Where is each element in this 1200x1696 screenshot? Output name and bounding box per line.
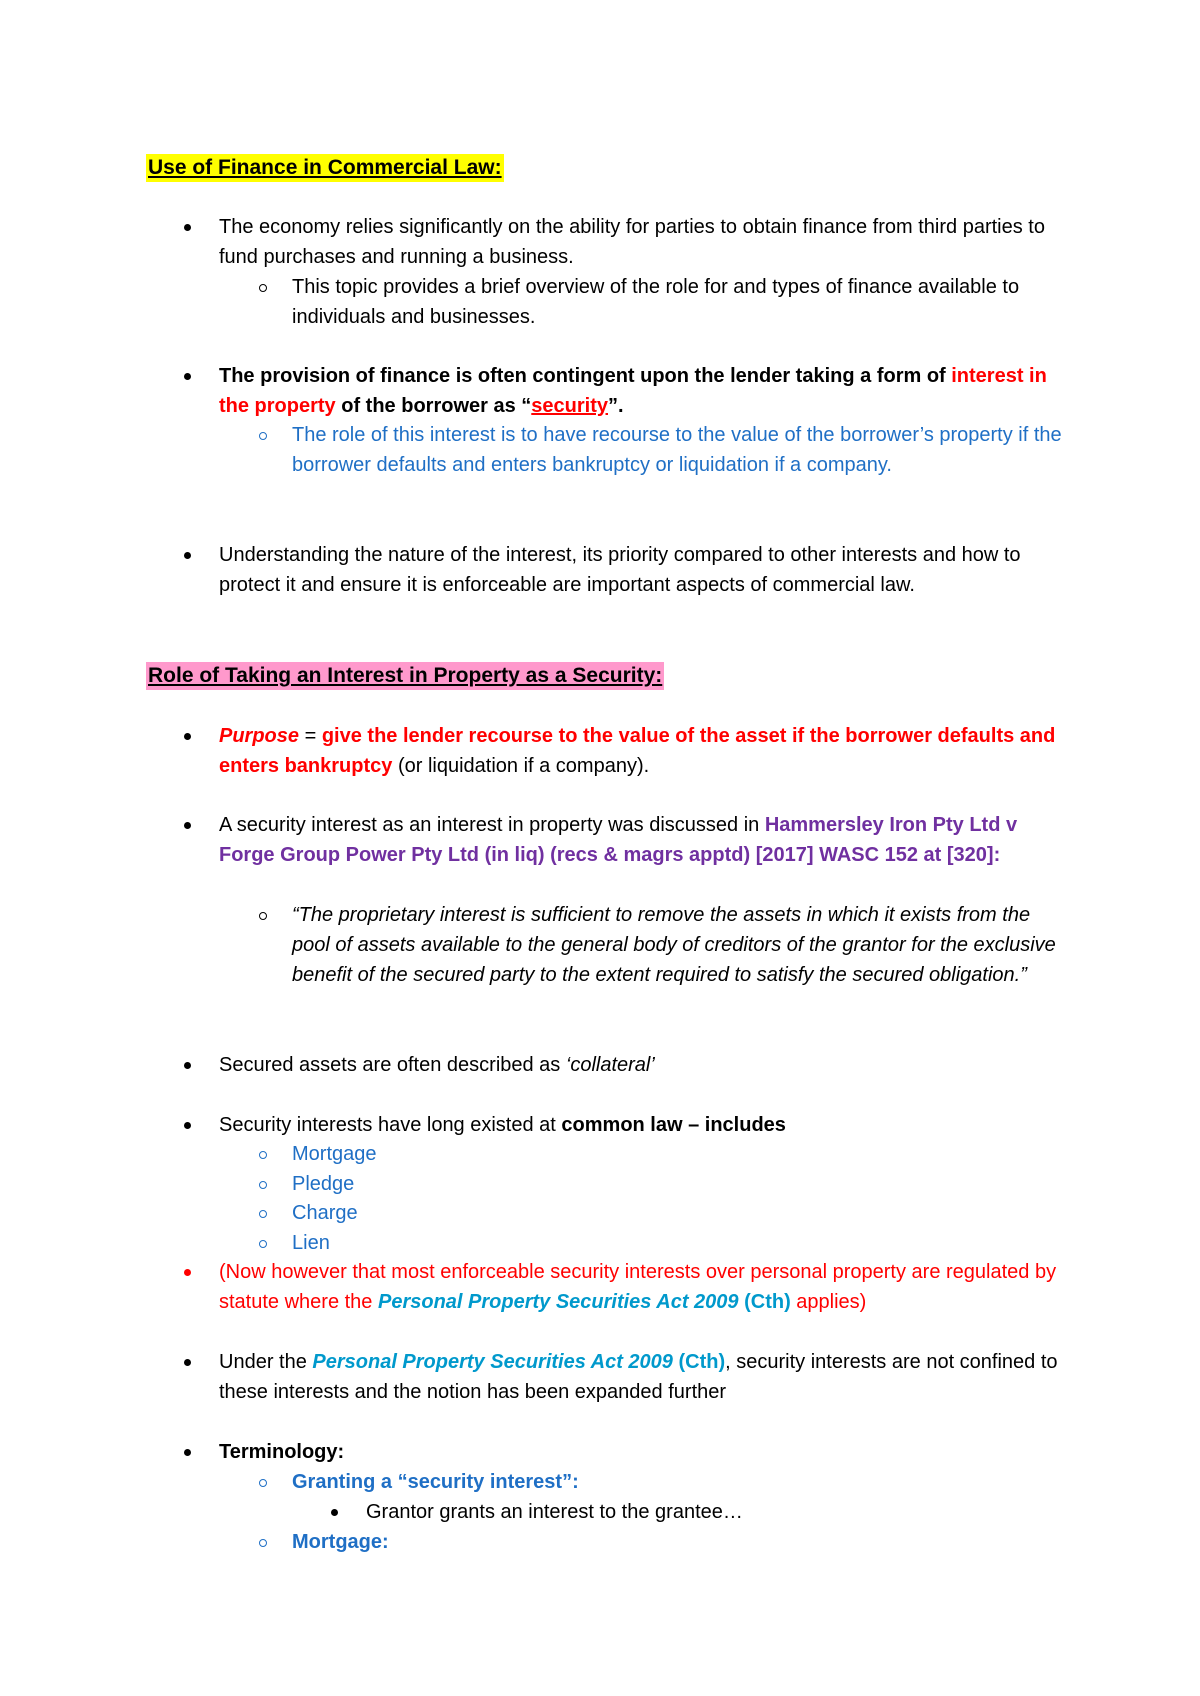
emphasis-text: common law – includes: [561, 1114, 786, 1136]
list-item: [219, 1347, 1069, 1407]
list-item: [219, 540, 1069, 600]
item-text: Secured assets are often described as: [219, 1054, 566, 1076]
circle-bullet-icon: [259, 1240, 267, 1248]
section-heading-security: Role of Taking an Interest in Property as a Security:: [146, 662, 664, 690]
emphasis-text: interest in the property: [219, 365, 1047, 417]
bullet-icon: [184, 1269, 191, 1276]
bullet-icon: [184, 373, 191, 380]
circle-bullet-icon: [259, 1181, 267, 1189]
item-text: Under the: [219, 1351, 313, 1373]
sub-list-item: [292, 1139, 1072, 1169]
list-item: [219, 361, 1069, 421]
item-text: (or liquidation if a company).: [392, 755, 650, 777]
item-text: Grantor grants an interest to the grantee…: [366, 1501, 743, 1523]
circle-bullet-icon: [259, 432, 267, 440]
item-text: The provision of finance is often contingent upon the lender taking a form of: [219, 365, 952, 387]
sub-list-item: [292, 1169, 1072, 1199]
item-text: Terminology:: [219, 1441, 345, 1463]
act-jurisdiction: (Cth): [672, 1351, 726, 1373]
item-text: This topic provides a brief overview of the role for and types of finance available to individuals and businesses.: [292, 276, 1020, 328]
item-text: applies): [790, 1291, 867, 1313]
sub-list-item: [292, 1467, 1072, 1497]
bullet-icon: [331, 1509, 338, 1516]
act-name: Personal Property Securities Act 2009: [377, 1291, 739, 1313]
sub-sub-list-item: [366, 1497, 1066, 1527]
circle-bullet-icon: [259, 284, 267, 292]
sub-list-item: [292, 900, 1072, 990]
bullet-icon: [184, 1122, 191, 1129]
bullet-icon: [184, 822, 191, 829]
item-text: The economy relies significantly on the ability for parties to obtain finance from third parties to fund purchases and running a business.: [219, 216, 1045, 268]
emphasis-text: security: [531, 395, 608, 417]
item-text: Security interests have long existed at: [219, 1114, 562, 1136]
list-item: [219, 721, 1069, 781]
case-citation: Hammersley Iron Pty Ltd v Forge Group Power Pty Ltd (in liq) (recs & magrs apptd) [2017] WASC 152 at [320]:: [219, 814, 1018, 866]
sub-list-item: [292, 1198, 1072, 1228]
list-item: [219, 1257, 1069, 1317]
emphasis-text: give the lender recourse to the value of the asset if the borrower defaults and enters bankruptcy: [219, 725, 1056, 777]
item-text: Mortgage:: [292, 1531, 389, 1553]
act-name: Personal Property Securities Act 2009: [312, 1351, 673, 1373]
item-text: A security interest as an interest in property was discussed in: [219, 814, 765, 836]
emphasis-text: ‘collateral’: [565, 1054, 655, 1076]
item-text: ”.: [608, 395, 624, 417]
bullet-icon: [184, 1449, 191, 1456]
item-text: (Now however that most enforceable security interests over personal property are regulated by statute where the: [219, 1261, 1057, 1313]
act-jurisdiction: (Cth): [738, 1291, 791, 1313]
item-text: Understanding the nature of the interest, its priority compared to other interests and how to protect it and ensure it is enforceable are important aspects of commercial law.: [219, 544, 1021, 596]
item-text: Granting a “security interest”:: [292, 1471, 579, 1493]
list-item: [219, 810, 1069, 870]
item-text: =: [299, 725, 322, 747]
sub-list-item: [292, 272, 1072, 332]
list-item: [219, 1437, 1069, 1467]
circle-bullet-icon: [259, 912, 267, 920]
sub-list-item: [292, 1228, 1072, 1258]
bullet-icon: [184, 224, 191, 231]
item-text: Pledge: [292, 1173, 355, 1195]
circle-bullet-icon: [259, 1151, 267, 1159]
item-text: Mortgage: [292, 1143, 377, 1165]
list-item: [219, 212, 1069, 272]
circle-bullet-icon: [259, 1210, 267, 1218]
item-text: , security interests are not confined to these interests and the notion has been expanded further: [219, 1351, 1058, 1403]
item-text: of the borrower as “: [335, 395, 532, 417]
quote-text: “The proprietary interest is sufficient to remove the assets in which it exists from the pool of assets available to the general body of creditors of the grantor for the exclusive benefit of the secured party to the extent required to satisfy the secured obligation.”: [292, 904, 1056, 986]
circle-bullet-icon: [259, 1539, 267, 1547]
item-text: The role of this interest is to have recourse to the value of the borrower’s property if the borrower defaults and enters bankruptcy or liquidation if a company.: [292, 424, 1062, 476]
section-heading-finance: Use of Finance in Commercial Law:: [146, 154, 504, 182]
list-item: [219, 1110, 1069, 1140]
bullet-icon: [184, 1359, 191, 1366]
circle-bullet-icon: [259, 1479, 267, 1487]
item-text: Charge: [292, 1202, 358, 1224]
sub-list-item: [292, 420, 1072, 480]
sub-list-item: [292, 1527, 1072, 1557]
list-item: [219, 1050, 1069, 1080]
bullet-icon: [184, 1062, 191, 1069]
purpose-label: Purpose: [219, 725, 300, 747]
bullet-icon: [184, 733, 191, 740]
bullet-icon: [184, 552, 191, 559]
item-text: Lien: [292, 1232, 330, 1254]
